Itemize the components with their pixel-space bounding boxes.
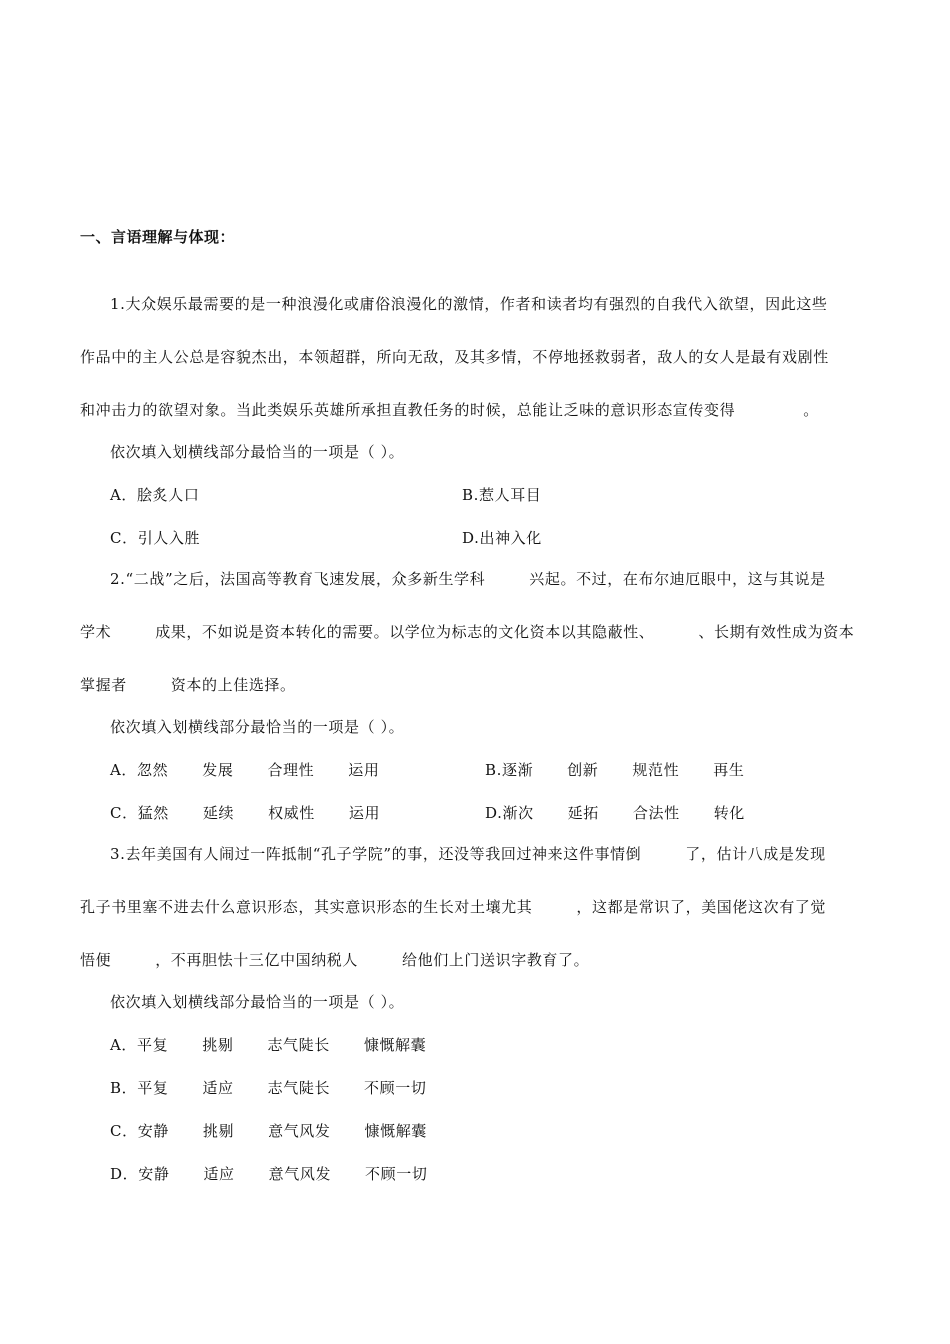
- q3-line-1: [80, 828, 885, 881]
- q3-option-d: [110, 1163, 427, 1184]
- option-label: C．: [110, 1122, 138, 1140]
- q1-line-2: 作品中的主人公总是容貌杰出，本领超群，所向无敌，及其多情，不停地拯救弱者，敌人的女人是最有戏剧性: [80, 348, 829, 366]
- option-word: 合法性: [632, 804, 680, 822]
- option-label: C．: [110, 529, 138, 547]
- q1-instruction: 依次填入划横线部分最恰当的一项是（ ）。: [110, 443, 405, 461]
- question-2-stem: [80, 553, 885, 712]
- option-word: 志气陡长: [267, 1079, 331, 1097]
- option-label: D.: [485, 804, 503, 822]
- option-label: A．: [110, 761, 138, 779]
- q2-line-3b: 资本的上佳选择。: [170, 676, 296, 694]
- option-word: 挑剔: [202, 1122, 235, 1140]
- q1-line-3b: 。: [803, 401, 819, 419]
- q1-option-d: [462, 527, 542, 548]
- q1-line-3: [80, 384, 885, 437]
- option-word: 意气风发: [268, 1122, 331, 1140]
- q3-option-c: [110, 1120, 427, 1141]
- option-label: B.: [485, 761, 502, 779]
- option-word: 忽然: [137, 761, 169, 779]
- option-word: 猛然: [137, 804, 169, 822]
- option-word: 合理性: [267, 761, 315, 779]
- q2-instruction: 依次填入划横线部分最恰当的一项是（ ）。: [110, 718, 405, 736]
- option-word: 平复: [137, 1079, 169, 1097]
- q3-line-2a: 孔子书里塞不进去什么意识形态，其实意识形态的生长对土壤尤其: [80, 898, 533, 916]
- q2-line-2b: 成果，不如说是资本转化的需要。以学位为标志的文化资本以其隐蔽性、: [155, 623, 655, 641]
- section-heading: 一、言语理解与体现：: [80, 228, 236, 246]
- q3-line-1a: 3.去年美国有人闹过一阵抵制“孔子学院”的事，还没等我回过神来这件事情倒: [110, 845, 642, 863]
- option-word: 运用: [348, 804, 381, 822]
- option-word: 意气风发: [268, 1165, 332, 1183]
- option-label: A．: [110, 1036, 138, 1054]
- option-word: 挑剔: [202, 1036, 234, 1054]
- q2-line-1b: 兴起。不过，在布尔迪厄眼中，这与其说是: [529, 570, 826, 588]
- option-word: 安静: [137, 1122, 169, 1140]
- q3-option-b: [110, 1077, 426, 1098]
- q1-line-3a: 和冲击力的欲望对象。当此类娱乐英雄所承担直教任务的时候，总能让乏味的意识形态宣传变得: [80, 401, 736, 419]
- option-word: 延续: [202, 804, 235, 822]
- q2-line-2: [80, 606, 885, 659]
- option-word: 适应: [203, 1165, 235, 1183]
- option-word: 出神入化: [479, 529, 542, 547]
- option-word: 平复: [137, 1036, 169, 1054]
- option-word: 逐渐: [502, 761, 534, 779]
- option-word: 引人入胜: [137, 529, 201, 547]
- q2-line-2a: 学术: [80, 623, 112, 641]
- q1-option-a: [110, 484, 199, 505]
- q3-line-2b: ，这都是常识了，美国佬这次有了觉: [576, 898, 827, 916]
- q3-line-1b: 了，估计八成是发现: [685, 845, 826, 863]
- q3-instruction: 依次填入划横线部分最恰当的一项是（ ）。: [110, 993, 405, 1011]
- q2-line-3: [80, 659, 885, 712]
- q3-line-2: [80, 881, 885, 934]
- question-3-stem: [80, 828, 885, 987]
- q2-line-1: [80, 553, 885, 606]
- q3-option-a: [110, 1034, 426, 1055]
- q2-option-d: [485, 802, 745, 823]
- q1-option-b: [462, 484, 541, 505]
- q1-line-1: 1.大众娱乐最需要的是一种浪漫化或庸俗浪漫化的激情，作者和读者均有强烈的自我代入欲望，因此这些: [110, 295, 828, 313]
- option-word: 慷慨解囊: [364, 1122, 427, 1140]
- q3-line-3: [80, 934, 885, 987]
- option-word: 权威性: [268, 804, 315, 822]
- option-word: 脍炙人口: [137, 486, 200, 504]
- option-word: 志气陡长: [267, 1036, 330, 1054]
- option-label: D．: [110, 1165, 139, 1183]
- option-word: 创新: [567, 761, 599, 779]
- option-word: 规范性: [632, 761, 680, 779]
- option-word: 不顾一切: [364, 1079, 427, 1097]
- q3-line-3b: ，不再胆怯十三亿中国纳税人: [155, 951, 359, 969]
- q3-line-3c: 给他们上门送识字教育了。: [402, 951, 590, 969]
- option-word: 安静: [138, 1165, 170, 1183]
- q2-line-2c: 、长期有效性成为资本: [698, 623, 855, 641]
- option-label: B．: [110, 1079, 138, 1097]
- q2-option-b: [485, 759, 744, 780]
- q2-line-3a: 掌握者: [80, 676, 127, 694]
- option-word: 渐次: [502, 804, 534, 822]
- q1-option-c: [110, 527, 200, 548]
- question-1-stem: [80, 278, 885, 437]
- option-word: 适应: [202, 1079, 234, 1097]
- option-word: 再生: [713, 761, 745, 779]
- option-label: C．: [110, 804, 138, 822]
- option-word: 延拓: [567, 804, 599, 822]
- option-label: A．: [110, 486, 138, 504]
- q3-line-3a: 悟便: [80, 951, 112, 969]
- option-word: 转化: [713, 804, 745, 822]
- option-word: 运用: [348, 761, 380, 779]
- option-label: D.: [462, 529, 480, 547]
- q2-option-a: [110, 759, 379, 780]
- option-word: 惹人耳目: [479, 486, 542, 504]
- option-word: 发展: [202, 761, 234, 779]
- q2-line-1a: 2.“二战”之后，法国高等教育飞速发展，众多新生学科: [110, 570, 486, 588]
- q2-option-c: [110, 802, 380, 823]
- option-word: 慷慨解囊: [363, 1036, 427, 1054]
- option-label: B.: [462, 486, 479, 504]
- option-word: 不顾一切: [365, 1165, 428, 1183]
